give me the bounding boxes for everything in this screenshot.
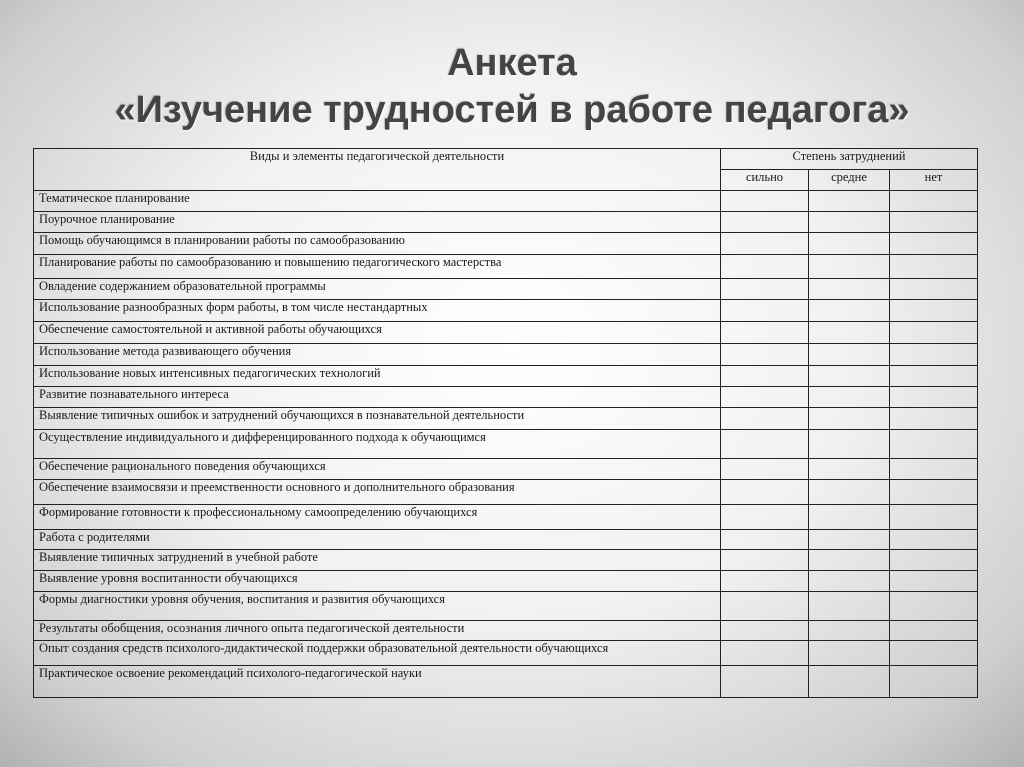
table-row (34, 344, 978, 366)
table-row (34, 366, 978, 387)
rating-cell-none[interactable] (890, 480, 978, 505)
row-label: Работа с родителями (34, 530, 721, 550)
row-label: Выявление уровня воспитанности обучающихся (34, 571, 721, 592)
rating-cell-medium[interactable] (809, 408, 890, 430)
table-row (34, 430, 978, 459)
rating-cell-none[interactable] (890, 666, 978, 698)
rating-cell-strong[interactable] (721, 233, 809, 255)
rating-cell-none[interactable] (890, 387, 978, 408)
row-label: Планирование работы по самообразованию и повышению педагогического мастерства (34, 255, 721, 279)
row-label: Выявление типичных ошибок и затруднений обучающихся в познавательной деятельности (34, 408, 721, 430)
table-row (34, 550, 978, 571)
rating-cell-medium[interactable] (809, 387, 890, 408)
rating-cell-none[interactable] (890, 212, 978, 233)
rating-cell-strong[interactable] (721, 191, 809, 212)
rating-cell-strong[interactable] (721, 212, 809, 233)
rating-cell-none[interactable] (890, 530, 978, 550)
rating-cell-none[interactable] (890, 571, 978, 592)
rating-cell-strong[interactable] (721, 530, 809, 550)
rating-cell-strong[interactable] (721, 366, 809, 387)
rating-cell-medium[interactable] (809, 255, 890, 279)
row-label: Обеспечение взаимосвязи и преемственности основного и дополнительного образования (34, 480, 721, 505)
rating-cell-medium[interactable] (809, 530, 890, 550)
row-label: Овладение содержанием образовательной программы (34, 279, 721, 300)
table-row (34, 191, 978, 212)
table-row (34, 505, 978, 530)
survey-table (33, 148, 978, 698)
survey-table-body (34, 191, 978, 698)
rating-cell-medium[interactable] (809, 550, 890, 571)
rating-cell-strong[interactable] (721, 571, 809, 592)
rating-cell-strong[interactable] (721, 666, 809, 698)
header-level-strong: сильно (721, 170, 809, 191)
rating-cell-medium[interactable] (809, 366, 890, 387)
table-row (34, 571, 978, 592)
rating-cell-strong[interactable] (721, 641, 809, 666)
page-title (0, 40, 1024, 134)
rating-cell-medium[interactable] (809, 279, 890, 300)
table-row (34, 212, 978, 233)
header-level-none: нет (890, 170, 978, 191)
rating-cell-strong[interactable] (721, 550, 809, 571)
row-label: Поурочное планирование (34, 212, 721, 233)
rating-cell-strong[interactable] (721, 621, 809, 641)
rating-cell-medium[interactable] (809, 344, 890, 366)
rating-cell-none[interactable] (890, 459, 978, 480)
rating-cell-none[interactable] (890, 430, 978, 459)
table-row (34, 233, 978, 255)
rating-cell-medium[interactable] (809, 430, 890, 459)
rating-cell-medium[interactable] (809, 666, 890, 698)
row-label: Тематическое планирование (34, 191, 721, 212)
rating-cell-medium[interactable] (809, 480, 890, 505)
table-row (34, 592, 978, 621)
row-label: Практическое освоение рекомендаций психолого-педагогической науки (34, 666, 721, 698)
table-row (34, 459, 978, 480)
rating-cell-strong[interactable] (721, 505, 809, 530)
row-label: Формы диагностики уровня обучения, воспитания и развития обучающихся (34, 592, 721, 621)
row-label: Обеспечение самостоятельной и активной работы обучающихся (34, 322, 721, 344)
table-row (34, 255, 978, 279)
rating-cell-none[interactable] (890, 191, 978, 212)
rating-cell-strong[interactable] (721, 344, 809, 366)
table-row (34, 387, 978, 408)
rating-cell-strong[interactable] (721, 387, 809, 408)
title-line-2: «Изучение трудностей в работе педагога» (114, 89, 910, 131)
rating-cell-none[interactable] (890, 366, 978, 387)
row-label: Опыт создания средств психолого-дидактической поддержки образовательной деятельности обучающихся (34, 641, 721, 666)
rating-cell-none[interactable] (890, 550, 978, 571)
rating-cell-strong[interactable] (721, 592, 809, 621)
rating-cell-medium[interactable] (809, 571, 890, 592)
table-row (34, 300, 978, 322)
rating-cell-medium[interactable] (809, 621, 890, 641)
row-label: Использование новых интенсивных педагогических технологий (34, 366, 721, 387)
header-activity: Виды и элементы педагогической деятельности (34, 149, 721, 191)
table-row (34, 279, 978, 300)
rating-cell-none[interactable] (890, 641, 978, 666)
rating-cell-medium[interactable] (809, 191, 890, 212)
row-label: Помощь обучающимся в планировании работы по самообразованию (34, 233, 721, 255)
header-difficulty: Степень затруднений (721, 149, 978, 170)
row-label: Результаты обобщения, осознания личного опыта педагогической деятельности (34, 621, 721, 641)
rating-cell-strong[interactable] (721, 408, 809, 430)
table-row (34, 621, 978, 641)
rating-cell-none[interactable] (890, 255, 978, 279)
row-label: Выявление типичных затруднений в учебной работе (34, 550, 721, 571)
rating-cell-none[interactable] (890, 621, 978, 641)
rating-cell-none[interactable] (890, 408, 978, 430)
rating-cell-none[interactable] (890, 592, 978, 621)
rating-cell-strong[interactable] (721, 480, 809, 505)
rating-cell-medium[interactable] (809, 212, 890, 233)
row-label: Формирование готовности к профессиональному самоопределению обучающихся (34, 505, 721, 530)
table-row (34, 322, 978, 344)
rating-cell-medium[interactable] (809, 505, 890, 530)
row-label: Обеспечение рационального поведения обучающихся (34, 459, 721, 480)
table-row (34, 480, 978, 505)
rating-cell-none[interactable] (890, 505, 978, 530)
rating-cell-medium[interactable] (809, 459, 890, 480)
rating-cell-strong[interactable] (721, 255, 809, 279)
title-line-1: Анкета (447, 42, 577, 84)
rating-cell-none[interactable] (890, 300, 978, 322)
table-row (34, 408, 978, 430)
rating-cell-medium[interactable] (809, 592, 890, 621)
row-label: Развитие познавательного интереса (34, 387, 721, 408)
rating-cell-none[interactable] (890, 344, 978, 366)
rating-cell-strong[interactable] (721, 300, 809, 322)
table-row (34, 641, 978, 666)
row-label: Использование разнообразных форм работы, в том числе нестандартных (34, 300, 721, 322)
rating-cell-medium[interactable] (809, 322, 890, 344)
rating-cell-medium[interactable] (809, 233, 890, 255)
rating-cell-strong[interactable] (721, 322, 809, 344)
rating-cell-none[interactable] (890, 233, 978, 255)
rating-cell-none[interactable] (890, 279, 978, 300)
table-row (34, 666, 978, 698)
row-label: Использование метода развивающего обучения (34, 344, 721, 366)
rating-cell-none[interactable] (890, 322, 978, 344)
row-label: Осуществление индивидуального и дифференцированного подхода к обучающимся (34, 430, 721, 459)
header-level-medium: средне (809, 170, 890, 191)
table-row (34, 530, 978, 550)
rating-cell-strong[interactable] (721, 430, 809, 459)
rating-cell-strong[interactable] (721, 459, 809, 480)
rating-cell-strong[interactable] (721, 279, 809, 300)
rating-cell-medium[interactable] (809, 300, 890, 322)
rating-cell-medium[interactable] (809, 641, 890, 666)
